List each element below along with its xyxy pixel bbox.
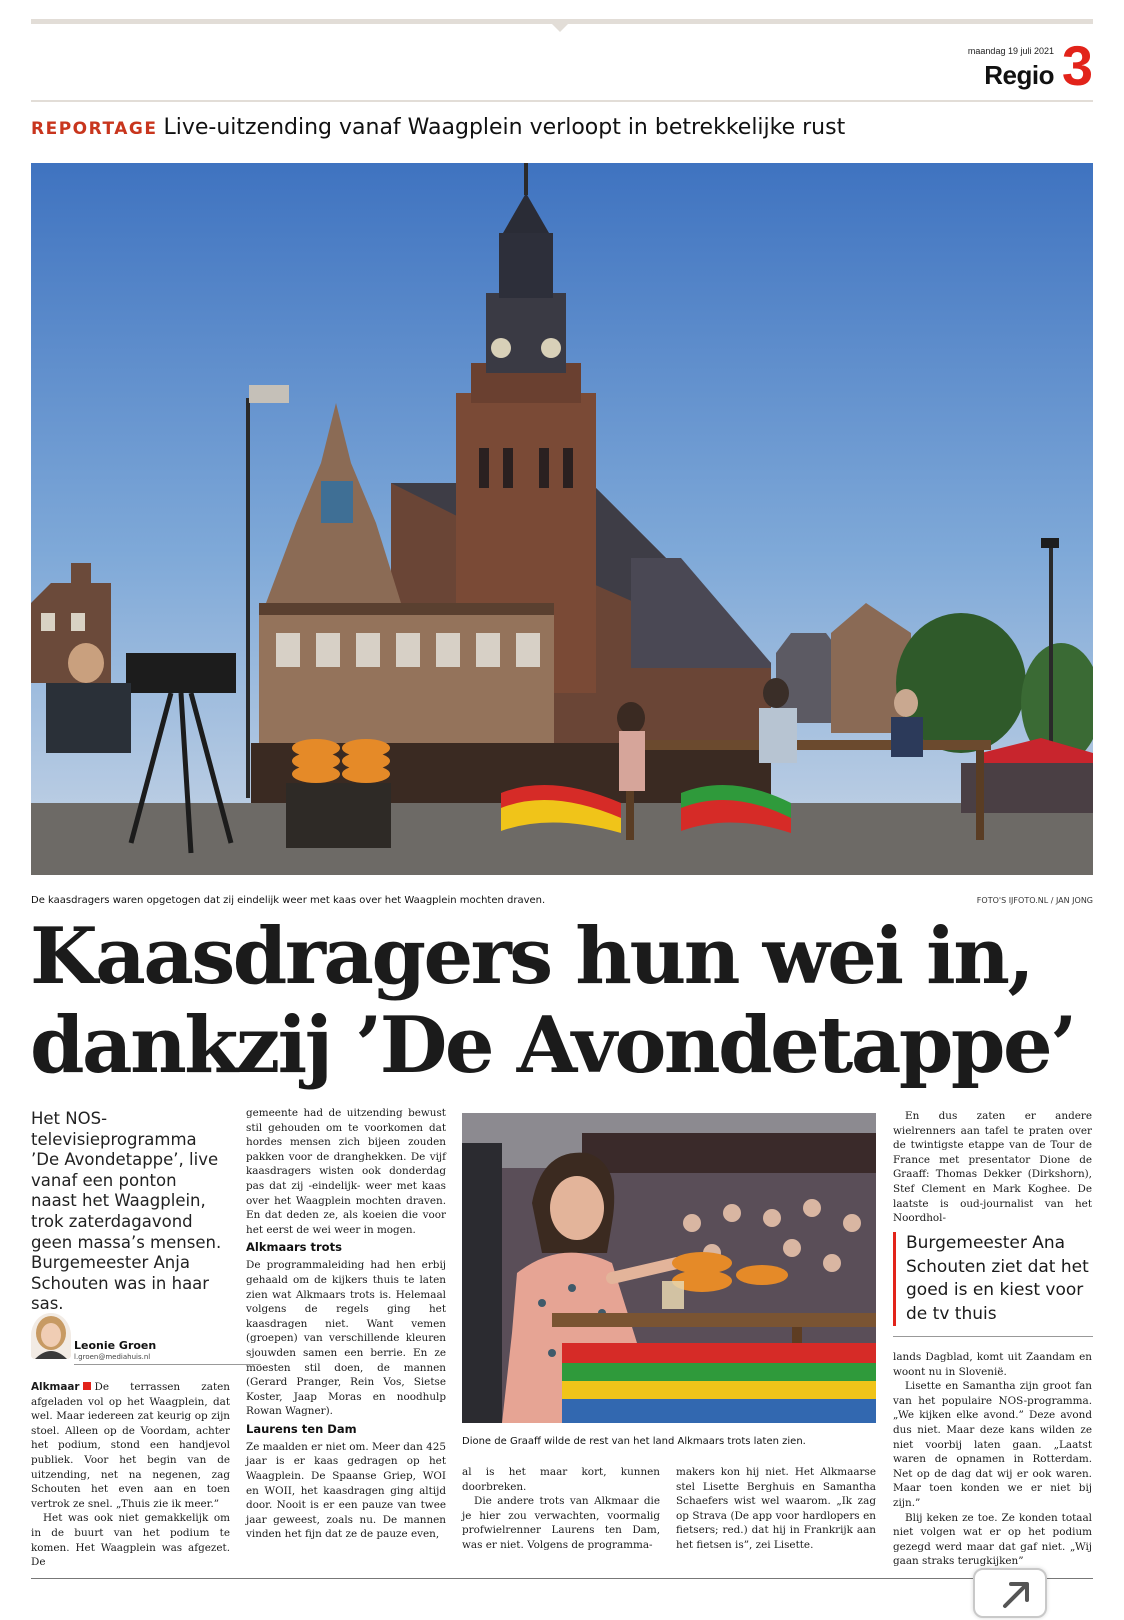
- article-paragraph: Ze maalden er niet om. Meer dan 425 jaar is er kaas gedragen op het Waagplein. De Spaanse Griep, WOI en WOII, het kaasdragen ging altijd door. Nooit is er een pauze van twee jaar geweest, zoals nu. De mannen vinden het fijn dat ze de pauze even,: [246, 1440, 446, 1541]
- second-photo-illustration: [462, 1113, 876, 1423]
- second-photo-caption: Dione de Graaff wilde de rest van het land Alkmaars trots laten zien.: [462, 1436, 806, 1447]
- article-paragraph: Het was ook niet gemakkelijk om in de buurt van het podium te komen. Het Waagplein was afgezet. De: [31, 1512, 230, 1569]
- page-number: 3: [1061, 34, 1093, 97]
- lead-text: De terrassen zaten afgeladen vol op het Waagplein, dat wel. Maar iedereen zat keurig op zijn stoel. Alleen op de Voordam, achter het podium, stond een handjevol publiek. Voor het begin van de uitzending, net na negenen, zag Schouten het even aan en toen vertrok ze snel. „Thuis zie ik meer.”: [31, 1381, 230, 1510]
- headline-line-2: dankzij ’De Avondetappe’: [30, 1000, 1075, 1091]
- byline-rule: [74, 1364, 261, 1365]
- dateline: Alkmaar: [31, 1381, 80, 1393]
- article-paragraph: makers kon hij niet. Het Alkmaarse stel Lisette Berghuis en Samantha Schaefers wist wel waarom. „Ik zag op Strava (De app voor hardlopers en fietsers; red.) dat hij in Frankrijk aan het fietsen is”, zei Lisette.: [676, 1466, 876, 1551]
- dateline-square-icon: [83, 1382, 91, 1390]
- headline: [30, 912, 1094, 1090]
- article-paragraph: Blij keken ze toe. Ze konden totaal niet volgen wat er op het podium gezegd werd maar dat gaf niet. „Wij gaan straks terugkijken”: [893, 1511, 1092, 1568]
- article-paragraph: En dus zaten er andere wielrenners aan tafel te praten over de twintigste etappe van de Tour de France met presentator Dione de Graaff: Thomas Dekker (Dirkshorn), Stef Clement en Mark Koghee. De laatste is oud-journalist van het Noordhol-: [893, 1110, 1092, 1225]
- main-photo-caption: De kaasdragers waren opgetogen dat zij eindelijk weer met kaas over het Waagplein mochten draven.: [31, 895, 546, 906]
- article-paragraph: al is het maar kort, kunnen doorbreken.: [462, 1466, 660, 1493]
- second-photo: [462, 1113, 876, 1423]
- expand-arrow-icon: [975, 1570, 1045, 1616]
- kicker-line: [31, 115, 845, 140]
- intro-paragraph: Het NOS-televisieprogramma ’De Avondetappe’, live vanaf een ponton naast het Waagplein, trok zaterdagavond geen massa’s mensen. Burgemeester Anja Schouten was in haar sas.: [31, 1109, 222, 1314]
- article-paragraph: Lisette en Samantha zijn groot fan van het populaire NOS-programma. „We kijken elke avond.” Deze avond dus niet. Maar deze kans wilden ze niet voorbij laten gaan. „Laatst waren de opnamen in Rotterdam. Net op de dag dat wij er ook waren. Maar toen konden we er niet bij zijn.”: [893, 1380, 1092, 1509]
- pull-quote: Burgemeester Ana Schouten ziet dat het goed is en kiest voor de tv thuis: [893, 1232, 1104, 1326]
- expand-button[interactable]: [973, 1568, 1047, 1618]
- header-rule: [31, 100, 1093, 102]
- article-paragraph: De programmaleiding had hen erbij gehaald om de kijkers thuis te laten zien wat Alkmaars trots is. Helemaal volgens de regels ging het kaasdragen niet. Want vemen (groepen) van verschillende kleuren sjouwden samen een berrie. En ze moesten stil doen, de mannen (Gerard Pranger, Rein Vos, Sietse Koster, Jaap Moras en noodhulp Rowan Wagner).: [246, 1259, 446, 1418]
- article-paragraph: Die andere trots van Alkmaar die je hier zou verwachten, voormalig profwielrenner Laurens ten Dam, was er niet. Volgens de programma-: [462, 1495, 660, 1551]
- article-column-2: [246, 1106, 446, 1542]
- article-column-5-top: [893, 1109, 1092, 1226]
- section-title: Regio: [984, 60, 1054, 90]
- main-photo: [31, 163, 1093, 875]
- headline-line-1: Kaasdragers hun wei in,: [30, 911, 1033, 1002]
- article-column-3: [462, 1465, 660, 1553]
- author-name: Leonie Groen: [74, 1339, 157, 1352]
- main-photo-illustration: [31, 163, 1093, 875]
- article-paragraph: lands Dagblad, komt uit Zaandam en woont nu in Slovenië.: [893, 1351, 1092, 1378]
- subhead-laurens-ten-dam: Laurens ten Dam: [246, 1421, 357, 1436]
- photo-credit: FOTO'S IJFOTO.NL / JAN JONG: [976, 896, 1093, 905]
- author-avatar: [31, 1313, 71, 1359]
- kicker-tag: REPORTAGE: [31, 119, 158, 139]
- article-paragraph: [31, 1380, 230, 1511]
- article-column-5-bottom: [893, 1350, 1092, 1569]
- article-column-4: [676, 1465, 876, 1553]
- subhead-alkmaars-trots: Alkmaars trots: [246, 1240, 342, 1255]
- issue-date: maandag 19 juli 2021: [967, 46, 1054, 56]
- byline: [31, 1313, 231, 1363]
- footer-rule: [31, 1578, 1093, 1579]
- author-email[interactable]: l.groen@mediahuis.nl: [74, 1353, 151, 1361]
- author-portrait: [31, 1313, 71, 1359]
- top-notch: [552, 24, 568, 32]
- kicker-text: Live-uitzending vanaf Waagplein verloopt in betrekkelijke rust: [163, 115, 846, 140]
- article-column-1: [31, 1380, 230, 1570]
- pull-quote-rule: [893, 1336, 1093, 1337]
- article-paragraph: gemeente had de uitzending bewust stil gehouden om te voorkomen dat hordes mensen zich bijeen zouden pakken voor de dranghekken. De vijf kaasdragers wisten ook donderdag pas dat zij -eindelijk- weer met kaas over het Waagplein mochten draven. En dat deden ze, als koeien die voor het eerst de wei weer in mogen.: [246, 1107, 446, 1236]
